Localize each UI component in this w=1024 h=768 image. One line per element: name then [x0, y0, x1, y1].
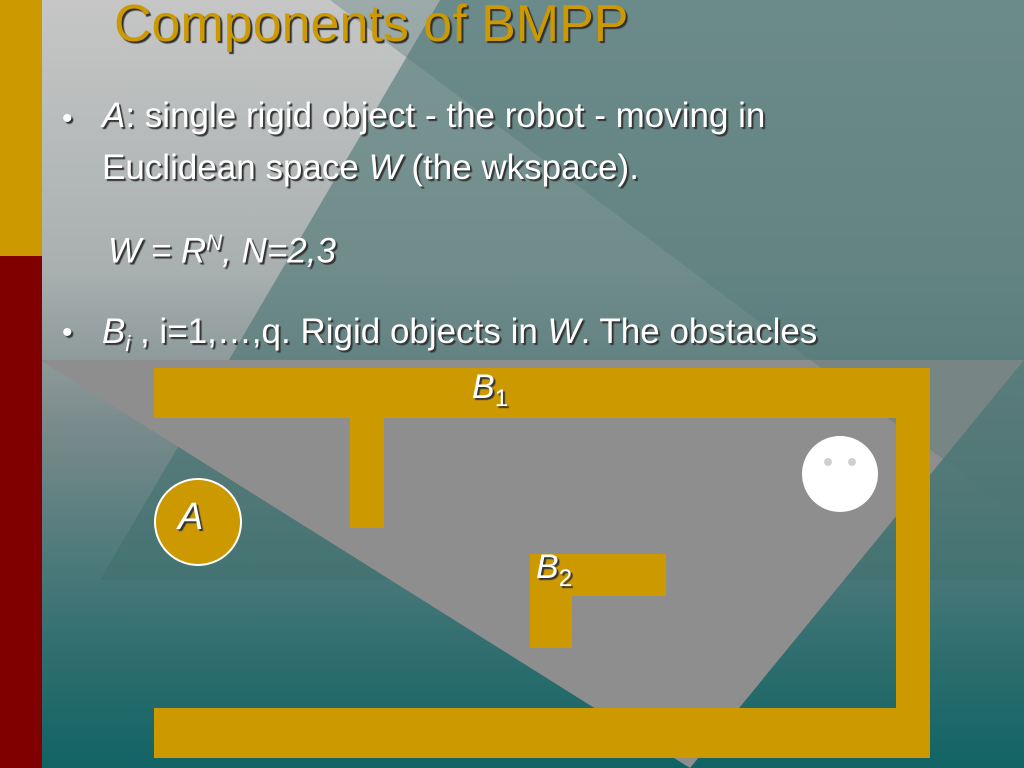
bullet-1-text-b: Euclidean space: [102, 148, 369, 187]
obstacle-b1-index: 1: [494, 384, 509, 412]
obstacle-b2-letter: B: [536, 548, 559, 586]
formula-lhs: W = R: [108, 231, 207, 271]
bullet-1-text-c: (the wkspace).: [401, 148, 639, 187]
gold-side-bar: [0, 0, 42, 256]
obstacle-b1-right-wall: [896, 418, 930, 758]
robot-symbol: A: [102, 96, 126, 135]
obstacle-b2-vertical: [530, 596, 572, 648]
white-circle-face-icon: [802, 436, 878, 512]
formula-exponent: N: [206, 230, 223, 255]
formula-rhs: , N=2,3: [222, 231, 336, 271]
bullet-2-text-b: . The obstacles: [580, 312, 818, 351]
workspace-symbol-2: W: [547, 312, 581, 351]
obstacle-b2-label: [536, 548, 572, 593]
obstacle-symbol: B: [102, 312, 126, 351]
slide-title: Components of BMPP: [114, 0, 629, 53]
bullet-2-glyph: •: [62, 316, 73, 349]
obstacle-b1-inner-wall: [350, 418, 384, 528]
red-side-bar: [0, 256, 42, 768]
obstacle-subscript: i: [125, 331, 131, 356]
obstacle-b1-label: [472, 368, 508, 413]
bullet-1-glyph: •: [62, 102, 73, 135]
obstacle-b2-index: 2: [558, 564, 573, 592]
bullet-1-line-2: [102, 148, 639, 188]
workspace-symbol: W: [368, 148, 402, 187]
obstacle-b1-letter: B: [472, 368, 495, 406]
workspace-formula: [108, 230, 336, 272]
robot-label: A: [178, 496, 204, 538]
left-eye-dot: [824, 458, 832, 466]
bullet-2-line-1: [102, 312, 817, 357]
obstacle-b1-bottom-wall: [154, 708, 930, 758]
obstacle-b1-top-wall: [154, 368, 930, 418]
bullet-1-text-a: : single rigid object - the robot - moving in: [125, 96, 766, 135]
bullet-2-text-a: , i=1,…,q. Rigid objects in: [130, 312, 548, 351]
right-eye-dot: [848, 458, 856, 466]
bullet-1-line-1: [102, 96, 765, 136]
